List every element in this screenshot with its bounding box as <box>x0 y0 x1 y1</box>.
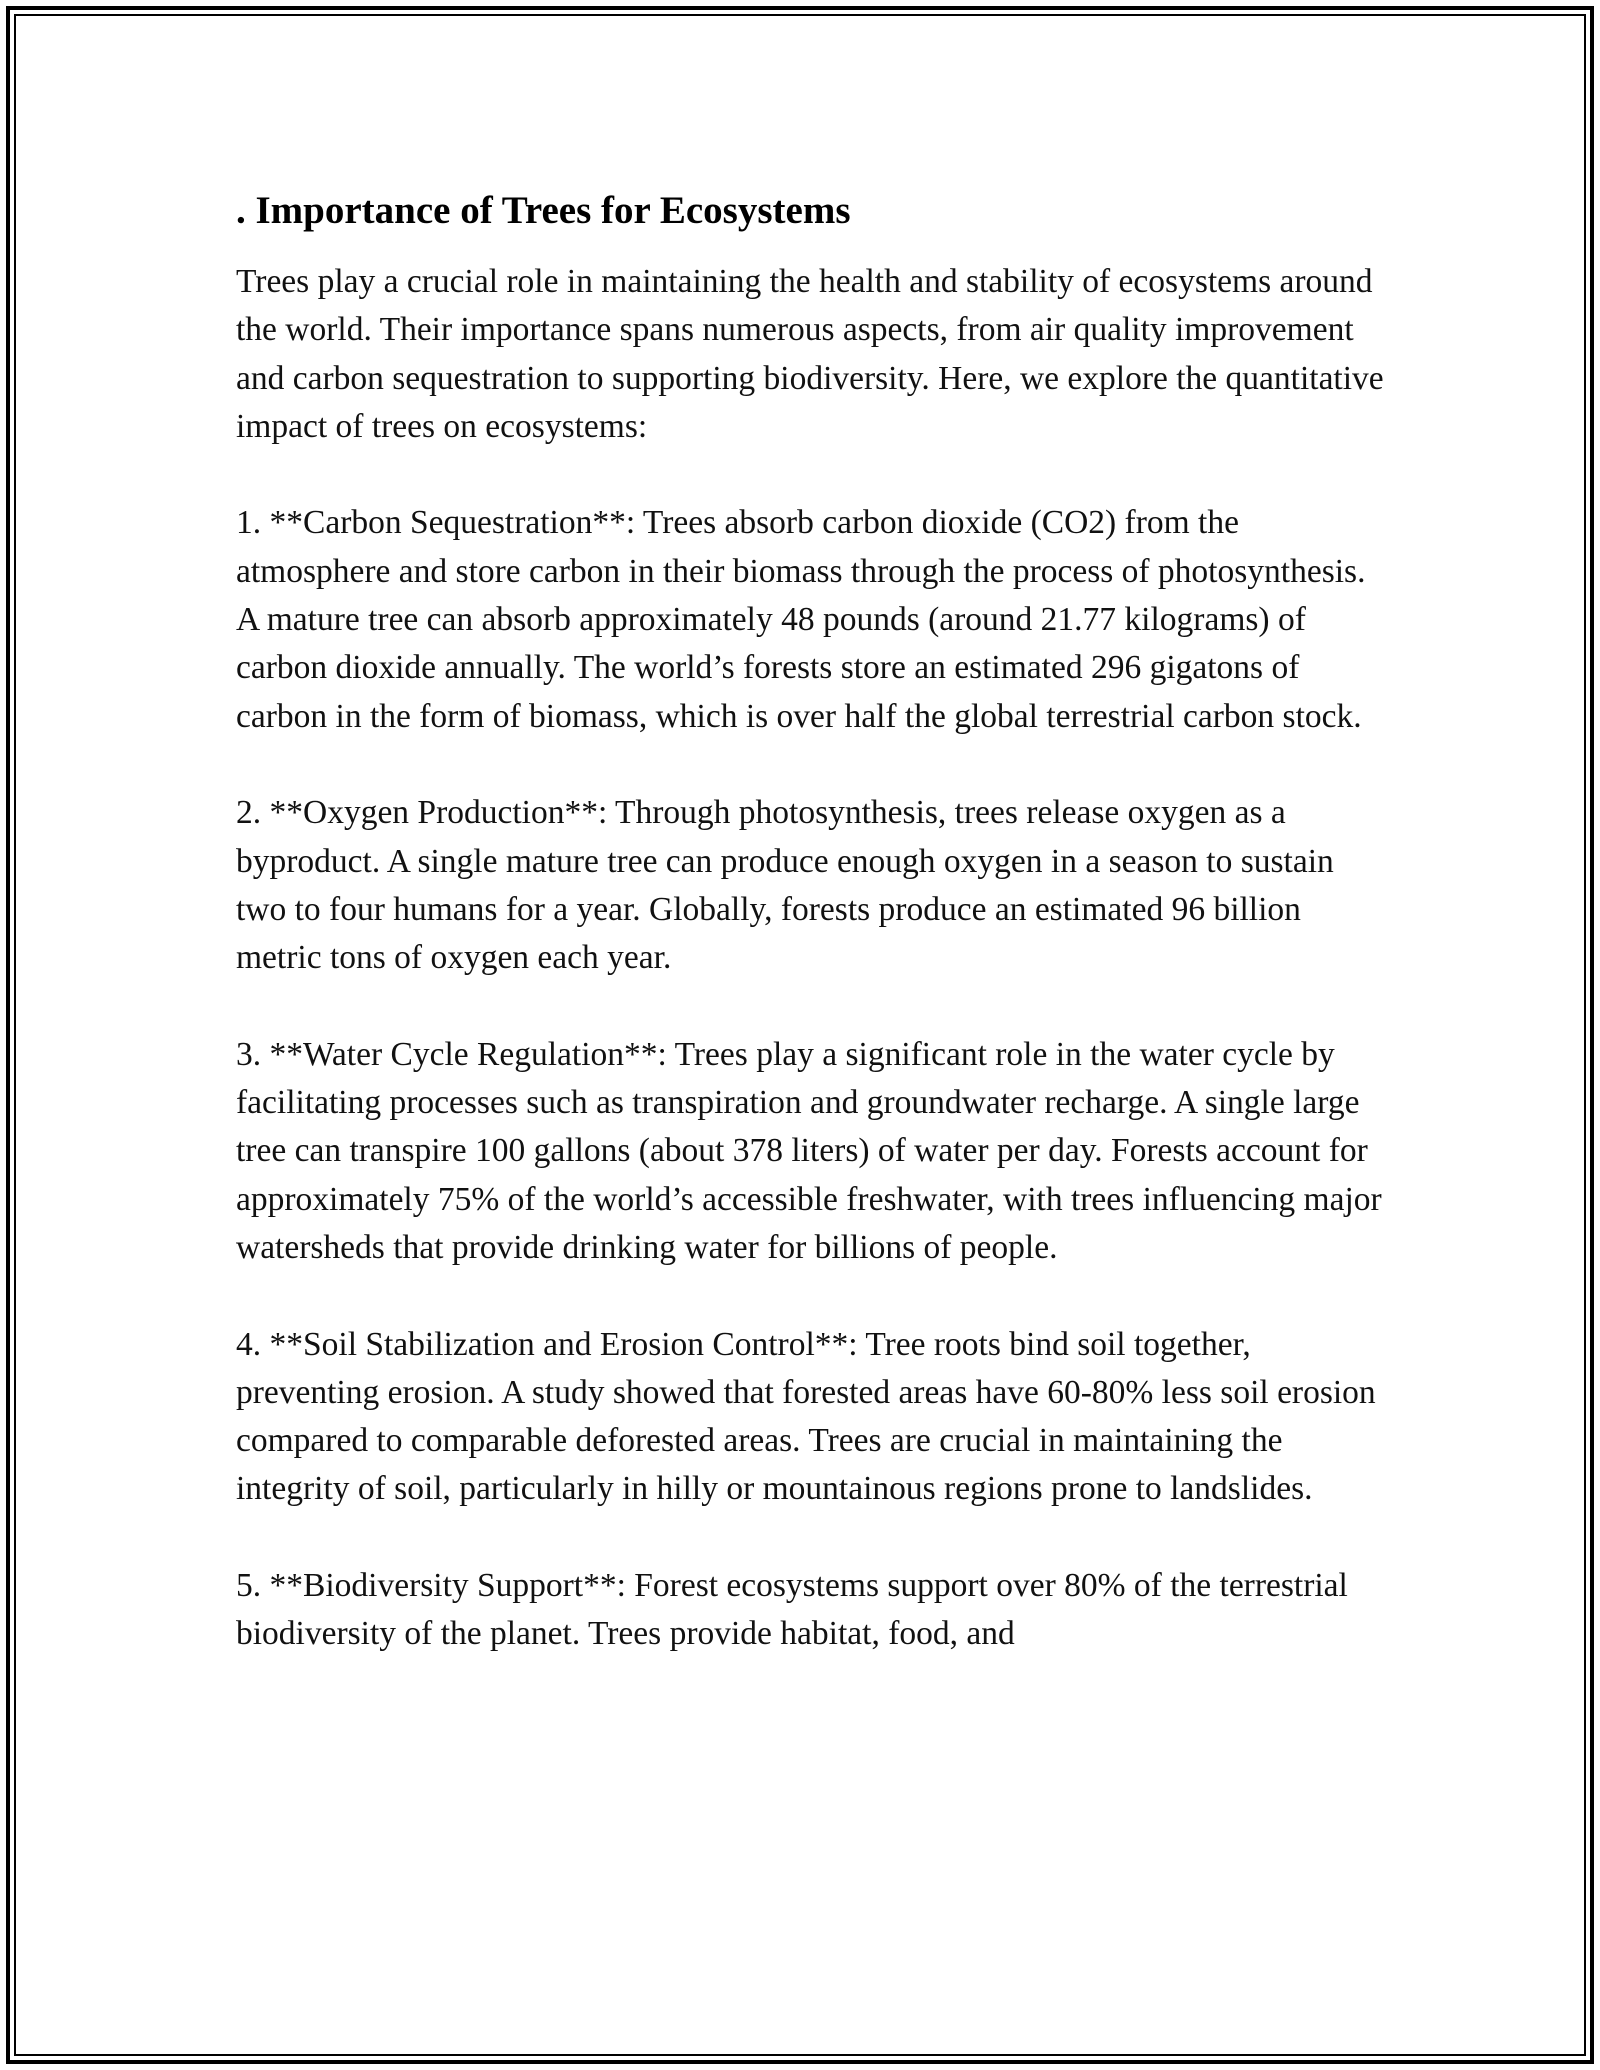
carbon-sequestration-paragraph: 1. **Carbon Sequestration**: Trees absorb carbon dioxide (CO2) from the atmosphere and store carbon in their biomass through the process of photosynthesis. A mature tree can absorb approximately 48 pounds (around 21.77 kilograms) of carbon dioxide annually. The world’s forests store an estimated 296 gigatons of carbon in the form of biomass, which is over half the global terrestrial carbon stock. <box>236 504 1366 735</box>
document-body <box>236 186 1386 1659</box>
soil-stabilization-paragraph: 4. **Soil Stabilization and Erosion Control**: Tree roots bind soil together, preventing erosion. A study showed that forested areas have 60-80% less soil erosion compared to comparable deforested areas. Trees are crucial in maintaining the integrity of soil, particularly in hilly or mountainous regions prone to landslides. <box>236 1325 1376 1508</box>
oxygen-production-paragraph: 2. **Oxygen Production**: Through photosynthesis, trees release oxygen as a byproduct. A single mature tree can produce enough oxygen in a season to sustain two to four humans for a year. Globally, forests produce an estimated 96 billion metric tons of oxygen each year. <box>236 794 1334 977</box>
biodiversity-paragraph: 5. **Biodiversity Support**: Forest ecosystems support over 80% of the terrestrial biodiversity of the planet. Trees provide habitat, food, and <box>236 1567 1348 1653</box>
document-title: . Importance of Trees for Ecosystems <box>236 189 851 232</box>
intro-paragraph: Trees play a crucial role in maintaining the health and stability of ecosystems around the world. Their importance spans numerous aspects, from air quality improvement and carbon sequestration to supporting biodiversity. Here, we explore the quantitative impact of trees on ecosystems: <box>236 263 1384 445</box>
water-cycle-paragraph: 3. **Water Cycle Regulation**: Trees play a significant role in the water cycle by facilitating processes such as transpiration and groundwater recharge. A single large tree can transpire 100 gallons (about 378 liters) of water per day. Forests account for approximately 75% of the world’s accessible freshwater, with trees influencing major watersheds that provide drinking water for billions of people. <box>236 1035 1382 1266</box>
